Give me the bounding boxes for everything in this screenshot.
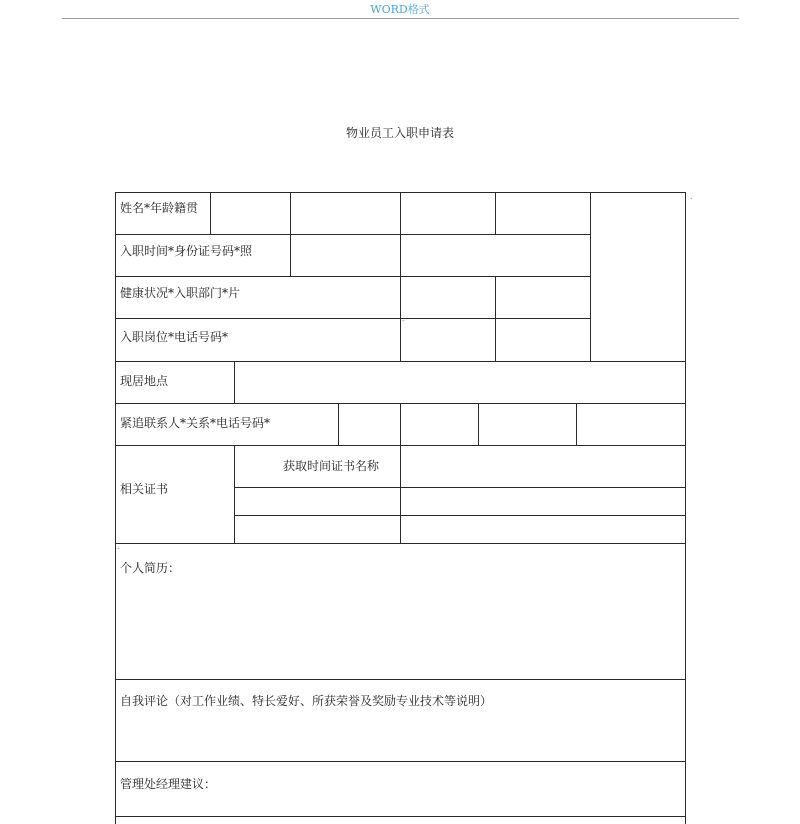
header-rule (62, 18, 739, 19)
age-field[interactable] (291, 193, 400, 234)
page-header: WORD格式 (370, 3, 430, 16)
scan-mark: - (402, 316, 405, 325)
health-field[interactable] (401, 277, 495, 318)
label-manager-opinion: 管理处经理建议： (120, 777, 217, 791)
resume-area[interactable] (116, 580, 685, 679)
label-self-evaluation: 自我评论（对工作业绩、特长爱好、所获荣誉及奖励专业技术等说明） (120, 694, 493, 708)
emergency-phone-field[interactable] (577, 404, 685, 445)
department-field[interactable] (496, 277, 590, 318)
label-certificates: 相关证书 (120, 482, 169, 496)
label-join-date-id-photo: 入职时间*身份证号码*照 (120, 244, 253, 258)
post-field[interactable] (401, 316, 495, 361)
cert-name-field-1[interactable] (401, 488, 685, 515)
label-health-department: 健康状况*入职部门*片 (120, 286, 241, 300)
label-emergency-contact: 紧追联系人*关系*电话号码* (120, 416, 271, 430)
name-field[interactable] (211, 193, 290, 234)
cert-name-field-2[interactable] (401, 516, 685, 543)
emergency-name-field[interactable] (339, 404, 400, 445)
grid-line (115, 679, 686, 680)
scan-mark: . (117, 542, 120, 551)
form-title: 物业员工入职申请表 (345, 126, 454, 140)
grid-line (115, 761, 686, 762)
label-cert-time-name: 获取时间证书名称 (283, 459, 380, 473)
scan-mark: . (690, 192, 693, 201)
grid-line-right (685, 192, 686, 824)
address-field[interactable] (235, 362, 685, 403)
hometown-field[interactable] (401, 193, 495, 234)
id-number-field[interactable] (401, 235, 590, 276)
relation-field[interactable] (401, 404, 478, 445)
cert-time-field-1[interactable] (235, 488, 400, 515)
cert-time-field-2[interactable] (235, 516, 400, 543)
manager-opinion-area[interactable] (116, 795, 685, 816)
label-post-phone: 入职岗位*电话号码* (120, 330, 229, 344)
label-current-address: 现居地点 (120, 374, 169, 388)
label-name-age-hometown: 姓名*年龄籍贯 (120, 201, 199, 215)
photo-area[interactable] (591, 193, 685, 361)
hometown-extra-field[interactable] (496, 193, 590, 234)
label-resume: 个人简历： (120, 561, 181, 575)
grid-line (115, 816, 686, 817)
join-date-field[interactable] (291, 235, 400, 276)
emergency-phone-label-cell[interactable] (479, 404, 576, 445)
grid-line (115, 543, 686, 544)
cert-name-field[interactable] (401, 446, 685, 487)
self-evaluation-area[interactable] (116, 712, 685, 761)
phone-field[interactable] (496, 319, 590, 361)
